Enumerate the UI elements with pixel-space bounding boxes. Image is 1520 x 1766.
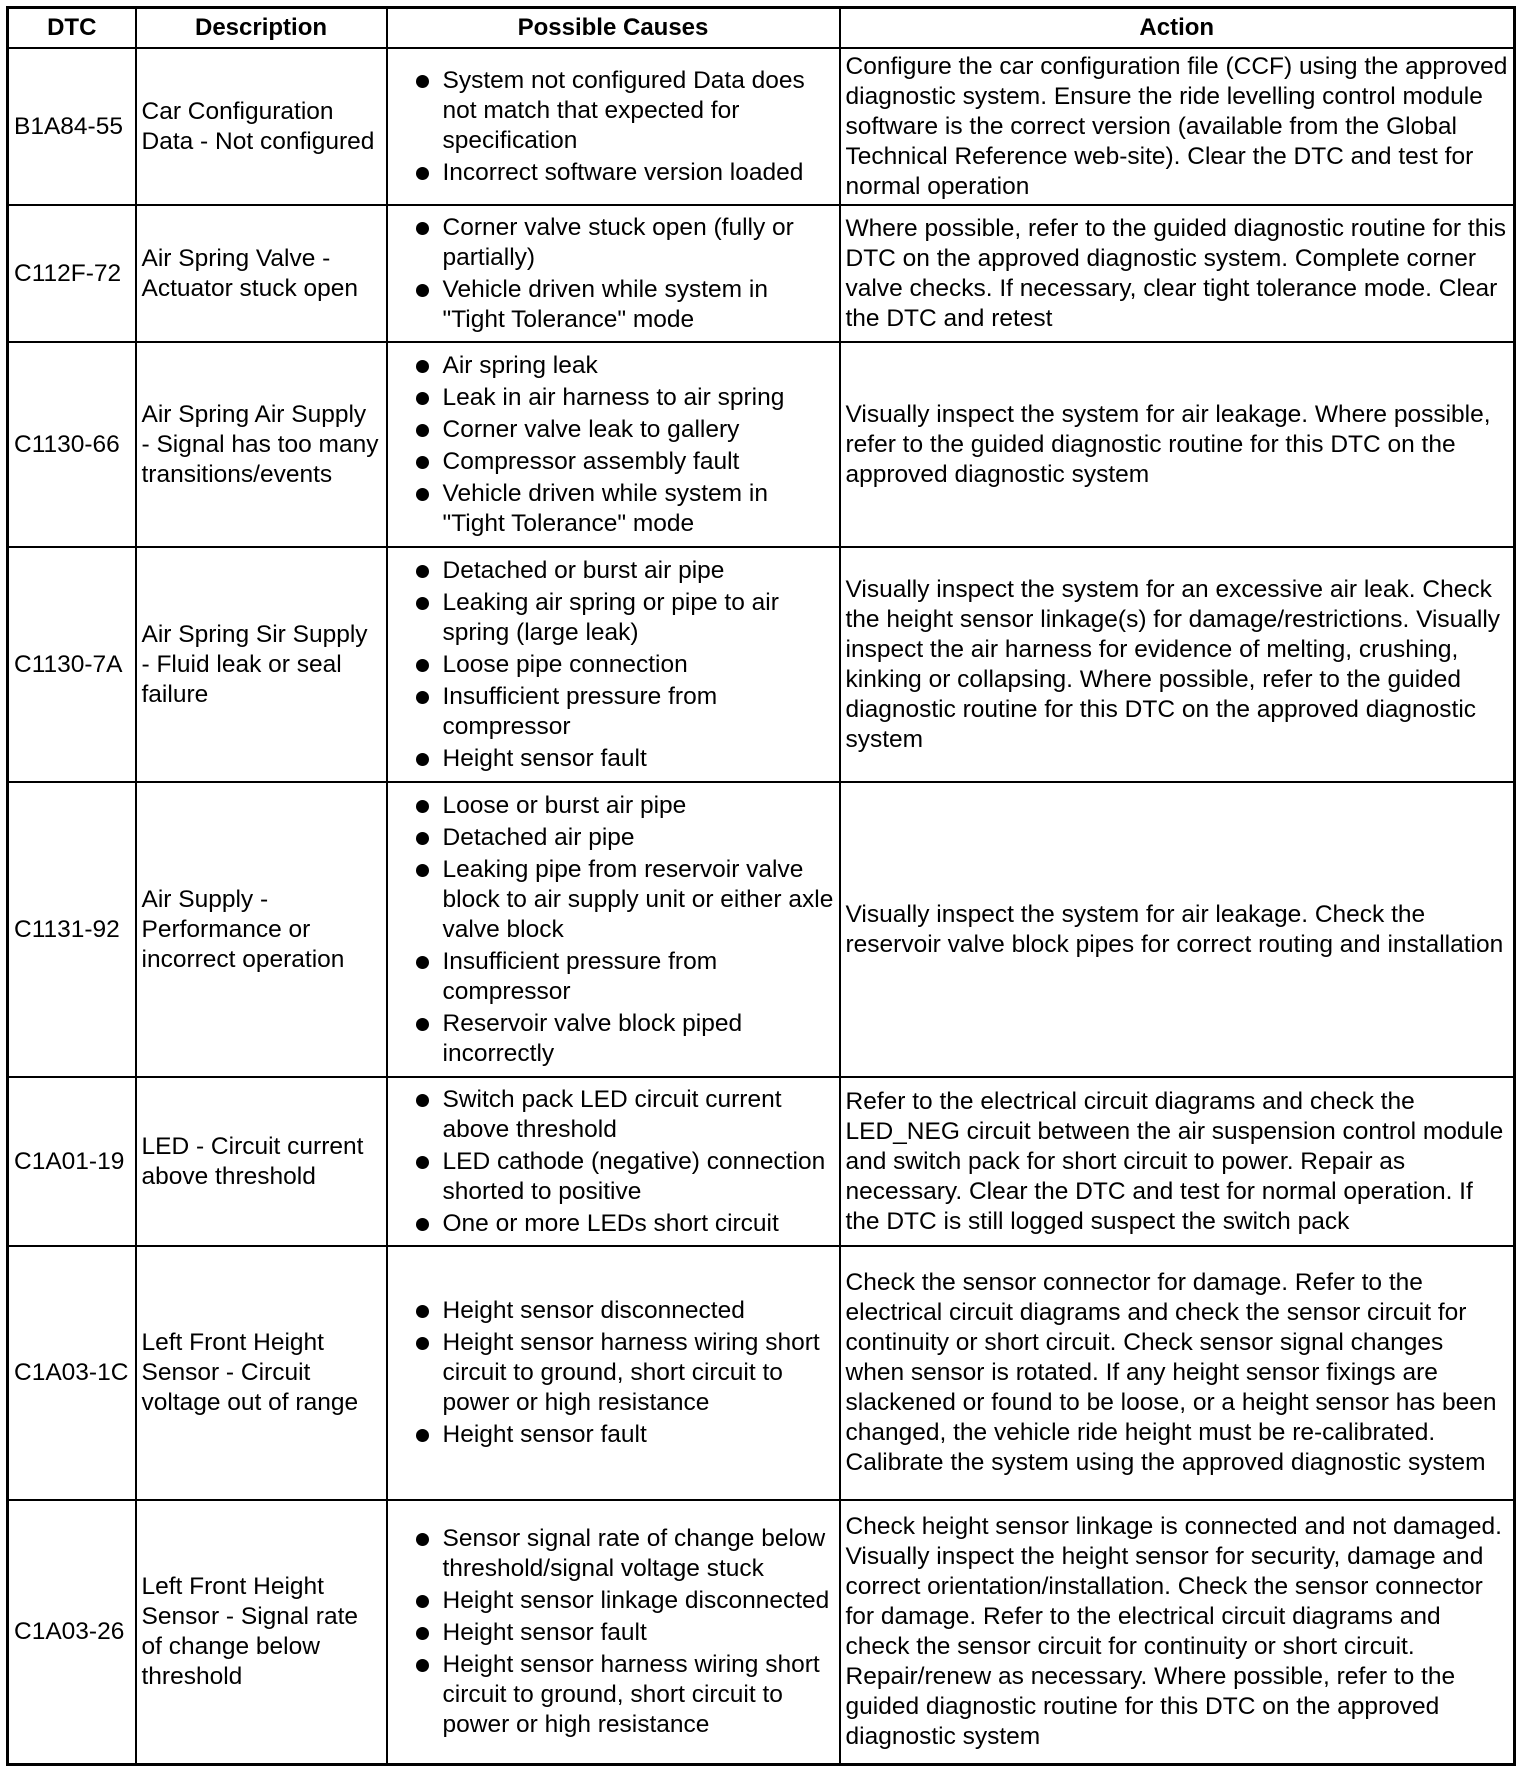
cause-item: Air spring leak — [393, 351, 834, 381]
dtc-code: C1A01-19 — [8, 1077, 136, 1246]
causes-list — [393, 1085, 834, 1239]
possible-causes — [387, 48, 840, 205]
cause-item: Vehicle driven while system in "Tight Tolerance" mode — [393, 479, 834, 539]
table-row — [8, 205, 1515, 342]
table-row — [8, 1246, 1515, 1500]
cause-item: Insufficient pressure from compressor — [393, 947, 834, 1007]
dtc-action: Visually inspect the system for an excessive air leak. Check the height sensor linkage(s) for damage/restrictions. Visually inspect the air harness for evidence of melting, crushing, kinking or collapsing. Where possible, refer to the guided diagnostic routine for this DTC on the approved diagnostic system — [840, 547, 1515, 782]
cause-item: Loose pipe connection — [393, 650, 834, 680]
dtc-code: C112F-72 — [8, 205, 136, 342]
dtc-description: Left Front Height Sensor - Circuit voltage out of range — [136, 1246, 387, 1500]
cause-item: Leak in air harness to air spring — [393, 383, 834, 413]
cause-item: Sensor signal rate of change below threshold/signal voltage stuck — [393, 1524, 834, 1584]
header-dtc: DTC — [8, 8, 136, 49]
cause-item: Height sensor disconnected — [393, 1296, 834, 1326]
cause-item: Loose or burst air pipe — [393, 791, 834, 821]
cause-item: LED cathode (negative) connection shorted to positive — [393, 1147, 834, 1207]
header-row — [8, 8, 1515, 49]
causes-list — [393, 1524, 834, 1740]
dtc-code: B1A84-55 — [8, 48, 136, 205]
dtc-description: Air Spring Valve - Actuator stuck open — [136, 205, 387, 342]
cause-item: Height sensor harness wiring short circuit to ground, short circuit to power or high resistance — [393, 1650, 834, 1740]
dtc-description: Left Front Height Sensor - Signal rate of change below threshold — [136, 1500, 387, 1764]
causes-list — [393, 1296, 834, 1450]
dtc-action: Configure the car configuration file (CCF) using the approved diagnostic system. Ensure the ride levelling control module software is the correct version (available from the Global Technical Reference web-site). Clear the DTC and test for normal operation — [840, 48, 1515, 205]
table-row — [8, 782, 1515, 1077]
dtc-action: Visually inspect the system for air leakage. Check the reservoir valve block pipes for correct routing and installation — [840, 782, 1515, 1077]
cause-item: Insufficient pressure from compressor — [393, 682, 834, 742]
possible-causes — [387, 547, 840, 782]
header-description: Description — [136, 8, 387, 49]
header-action: Action — [840, 8, 1515, 49]
causes-list — [393, 556, 834, 774]
dtc-code: C1130-66 — [8, 342, 136, 547]
cause-item: Detached or burst air pipe — [393, 556, 834, 586]
cause-item: Height sensor fault — [393, 1420, 834, 1450]
dtc-code: C1130-7A — [8, 547, 136, 782]
table-row — [8, 1077, 1515, 1246]
cause-item: Leaking air spring or pipe to air spring (large leak) — [393, 588, 834, 648]
cause-item: Leaking pipe from reservoir valve block to air supply unit or either axle valve block — [393, 855, 834, 945]
table-row — [8, 342, 1515, 547]
dtc-code: C1A03-26 — [8, 1500, 136, 1764]
cause-item: Height sensor fault — [393, 1618, 834, 1648]
cause-item: Incorrect software version loaded — [393, 158, 834, 188]
dtc-table — [6, 6, 1516, 1766]
causes-list — [393, 791, 834, 1069]
dtc-description: LED - Circuit current above threshold — [136, 1077, 387, 1246]
causes-list — [393, 66, 834, 188]
dtc-description: Car Configuration Data - Not configured — [136, 48, 387, 205]
cause-item: Corner valve leak to gallery — [393, 415, 834, 445]
possible-causes — [387, 342, 840, 547]
header-possible-causes: Possible Causes — [387, 8, 840, 49]
dtc-description: Air Supply - Performance or incorrect operation — [136, 782, 387, 1077]
cause-item: Compressor assembly fault — [393, 447, 834, 477]
dtc-code: C1131-92 — [8, 782, 136, 1077]
possible-causes — [387, 1246, 840, 1500]
possible-causes — [387, 1077, 840, 1246]
dtc-description: Air Spring Air Supply - Signal has too many transitions/events — [136, 342, 387, 547]
table-row — [8, 547, 1515, 782]
dtc-code: C1A03-1C — [8, 1246, 136, 1500]
cause-item: Corner valve stuck open (fully or partially) — [393, 213, 834, 273]
cause-item: Height sensor harness wiring short circuit to ground, short circuit to power or high resistance — [393, 1328, 834, 1418]
cause-item: System not configured Data does not match that expected for specification — [393, 66, 834, 156]
dtc-action: Check the sensor connector for damage. Refer to the electrical circuit diagrams and check the sensor circuit for continuity or short circuit. Check sensor signal changes when sensor is rotated. If any height sensor fixings are slackened or found to be loose, or a height sensor has been changed, the vehicle ride height must be re-calibrated. Calibrate the system using the approved diagnostic system — [840, 1246, 1515, 1500]
dtc-action: Where possible, refer to the guided diagnostic routine for this DTC on the approved diagnostic system. Complete corner valve checks. If necessary, clear tight tolerance mode. Clear the DTC and retest — [840, 205, 1515, 342]
dtc-description: Air Spring Sir Supply - Fluid leak or seal failure — [136, 547, 387, 782]
cause-item: Height sensor fault — [393, 744, 834, 774]
table-row — [8, 48, 1515, 205]
dtc-action: Check height sensor linkage is connected and not damaged. Visually inspect the height sensor for security, damage and correct orientation/installation. Check the sensor connector for damage. Refer to the electrical circuit diagrams and check the sensor circuit for continuity or short circuit. Repair/renew as necessary. Where possible, refer to the guided diagnostic routine for this DTC on the approved diagnostic system — [840, 1500, 1515, 1764]
cause-item: Vehicle driven while system in "Tight Tolerance" mode — [393, 275, 834, 335]
causes-list — [393, 213, 834, 335]
possible-causes — [387, 205, 840, 342]
dtc-action: Refer to the electrical circuit diagrams and check the LED_NEG circuit between the air suspension control module and switch pack for short circuit to power. Repair as necessary. Clear the DTC and test for normal operation. If the DTC is still logged suspect the switch pack — [840, 1077, 1515, 1246]
cause-item: Reservoir valve block piped incorrectly — [393, 1009, 834, 1069]
dtc-action: Visually inspect the system for air leakage. Where possible, refer to the guided diagnostic routine for this DTC on the approved diagnostic system — [840, 342, 1515, 547]
cause-item: Detached air pipe — [393, 823, 834, 853]
causes-list — [393, 351, 834, 539]
possible-causes — [387, 1500, 840, 1764]
cause-item: Height sensor linkage disconnected — [393, 1586, 834, 1616]
cause-item: Switch pack LED circuit current above threshold — [393, 1085, 834, 1145]
table-row — [8, 1500, 1515, 1764]
cause-item: One or more LEDs short circuit — [393, 1209, 834, 1239]
possible-causes — [387, 782, 840, 1077]
